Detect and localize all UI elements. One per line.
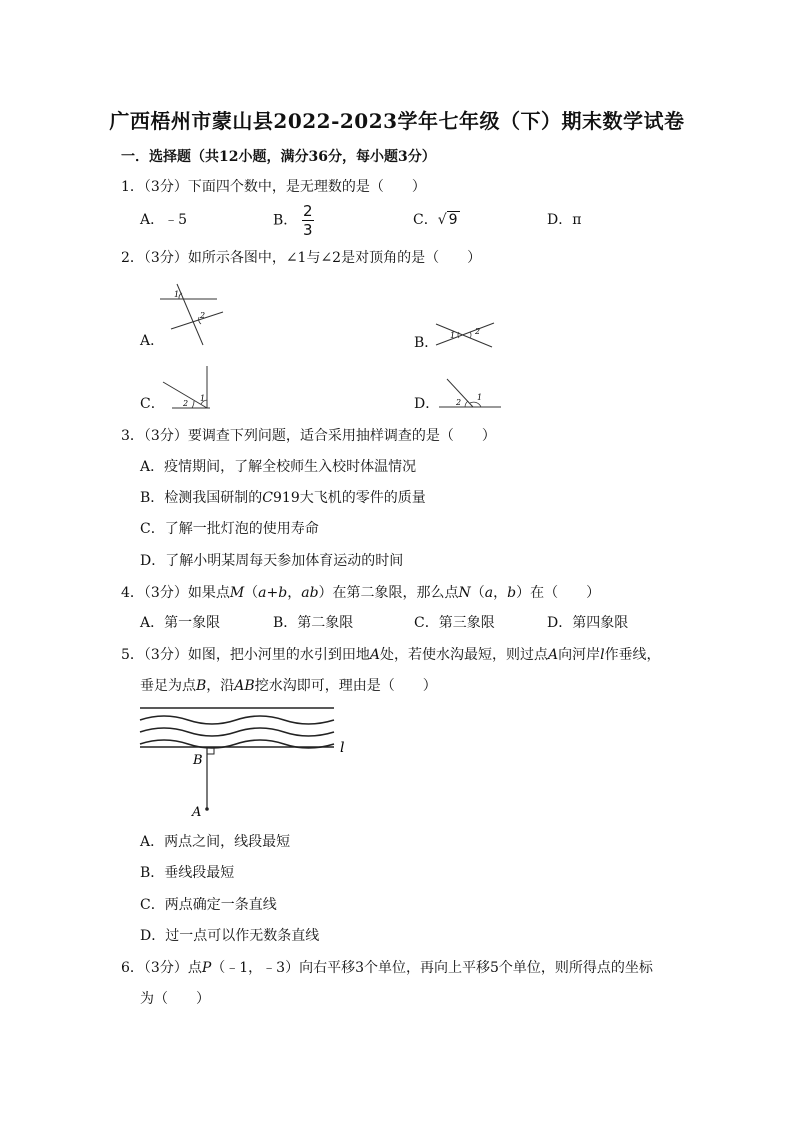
- q2-figure-b: [432, 320, 502, 350]
- point-a: A: [369, 647, 380, 663]
- angle-label-1: 1: [450, 331, 456, 340]
- point-a-dot: [205, 807, 209, 811]
- stem-text: ）在（ ）: [516, 585, 601, 601]
- question-2-stem: 2．（3分）如所示各图中，∠1与∠2是对顶角的是（ ）: [121, 250, 482, 266]
- q3-option-b: [140, 489, 426, 507]
- line-l: l: [600, 647, 605, 663]
- q1-option-b: [273, 203, 314, 238]
- angle-label-2: 2: [183, 399, 189, 408]
- section-heading: 一．选择题（共12小题，满分36分，每小题3分）: [121, 149, 436, 165]
- point-a: A: [547, 647, 559, 663]
- numerator: 2: [302, 202, 313, 220]
- segment-ab: AB: [234, 678, 255, 694]
- option-text-post: 919大飞机的零件的质量: [273, 490, 426, 506]
- q3-option-c: C．了解一批灯泡的使用寿命: [140, 521, 319, 537]
- q1-option-d: [547, 211, 581, 229]
- angle-label-2: 2: [456, 398, 462, 407]
- q2-figure-d: [437, 374, 503, 410]
- q2-option-c-label: C．: [140, 396, 165, 412]
- question-5-stem-line2: [140, 677, 437, 695]
- point-b: B: [196, 678, 207, 694]
- punct: （: [244, 585, 259, 601]
- question-6-stem-line2: 为（ ）: [140, 991, 210, 1007]
- expr-sum: a+b: [258, 585, 288, 601]
- q4-option-d: D．第四象限: [547, 615, 629, 631]
- q4-option-a: A．第一象限: [140, 615, 221, 631]
- fraction: [302, 203, 314, 238]
- option-value: π: [572, 212, 582, 228]
- stem-text: 垂足为点: [140, 678, 196, 694]
- denominator: 3: [302, 221, 313, 239]
- angle-arc-2: [192, 401, 194, 408]
- punct: ，: [493, 585, 508, 601]
- q2-option-a-label: A．: [140, 333, 165, 349]
- q2-figure-a: [155, 276, 225, 348]
- question-1-stem: 1．（3分）下面四个数中，是无理数的是（ ）: [121, 179, 426, 195]
- wave-line-1: [140, 716, 334, 724]
- angle-label-1: 1: [477, 393, 483, 402]
- q2-option-d-label: D．: [414, 396, 440, 412]
- q2-option-b-label: B．: [414, 335, 439, 351]
- q3-option-a: A．疫情期间，了解全校师生入校时体温情况: [140, 459, 417, 475]
- angle-label-2: 2: [475, 327, 481, 336]
- option-text-pre: B．检测我国研制的: [140, 490, 263, 506]
- stem-text: 作垂线，: [604, 647, 661, 663]
- q1-option-c: [413, 211, 460, 229]
- question-3-stem: 3．（3分）要调查下列问题，适合采用抽样调查的是（ ）: [121, 428, 496, 444]
- line-up: [436, 323, 494, 345]
- q2-figure-c: [160, 364, 215, 410]
- expr-product: ab: [301, 585, 319, 601]
- stem-text: （﹣1，﹣3）向右平移3个单位，再向上平移5个单位，则所得点的坐标: [211, 960, 653, 976]
- angle-arc-1: [458, 332, 459, 338]
- option-label: B．: [273, 212, 298, 229]
- q5-option-c: C．两点确定一条直线: [140, 897, 277, 913]
- q5-river-figure: [138, 704, 353, 820]
- q4-option-c: C．第三象限: [414, 615, 495, 631]
- stem-text: ）在第二象限，那么点: [318, 585, 459, 601]
- option-label: A．: [140, 212, 165, 228]
- punct: ，: [287, 585, 302, 601]
- stem-text: 5．（3分）如图，把小河里的水引到田地: [121, 647, 370, 663]
- exam-title: 广西梧州市蒙山县2022-2023学年七年级（下）期末数学试卷: [109, 109, 685, 133]
- point-m: M: [229, 585, 245, 601]
- stem-text: 处，若使水沟最短，则过点: [379, 647, 548, 663]
- model-letter: C: [262, 490, 274, 506]
- point-p: P: [201, 960, 212, 976]
- stem-text: 4．（3分）如果点: [121, 585, 230, 601]
- question-6-stem-line1: [121, 959, 653, 977]
- var-a: a: [484, 585, 494, 601]
- label-a: A: [192, 805, 202, 820]
- radicand: 9: [448, 212, 458, 228]
- q4-option-b: B．第二象限: [273, 615, 354, 631]
- label-b: B: [193, 753, 203, 768]
- line-slant: [171, 312, 223, 329]
- var-b: b: [507, 585, 517, 601]
- punct: （: [470, 585, 485, 601]
- question-5-stem-line1: [121, 646, 661, 664]
- stem-text: 6．（3分）点: [121, 960, 202, 976]
- q5-option-d: D．过一点可以作无数条直线: [140, 928, 320, 944]
- wave-line-2: [140, 728, 334, 736]
- stem-text: ，沿: [206, 678, 235, 694]
- label-l: l: [340, 740, 345, 756]
- option-label: D．: [547, 212, 573, 228]
- question-4-stem: [121, 584, 600, 602]
- angle-label-2: 2: [200, 311, 206, 320]
- q3-option-d: D．了解小明某周每天参加体育运动的时间: [140, 553, 404, 569]
- stem-text: 挖水沟即可，理由是（ ）: [254, 678, 437, 694]
- q5-option-a: A．两点之间，线段最短: [140, 834, 291, 850]
- option-value: ﹣5: [164, 212, 188, 228]
- q5-option-b: B．垂线段最短: [140, 865, 235, 881]
- angle-arc-2: [465, 401, 468, 407]
- point-n: N: [458, 585, 471, 601]
- q1-option-a: [140, 211, 187, 229]
- sqrt-icon: √ 9: [437, 212, 458, 228]
- stem-text: 向河岸: [558, 647, 601, 663]
- angle-label-1: 1: [174, 290, 180, 299]
- angle-label-1: 1: [200, 394, 206, 403]
- angle-arc-2: [470, 332, 471, 338]
- option-label: C．: [413, 212, 438, 228]
